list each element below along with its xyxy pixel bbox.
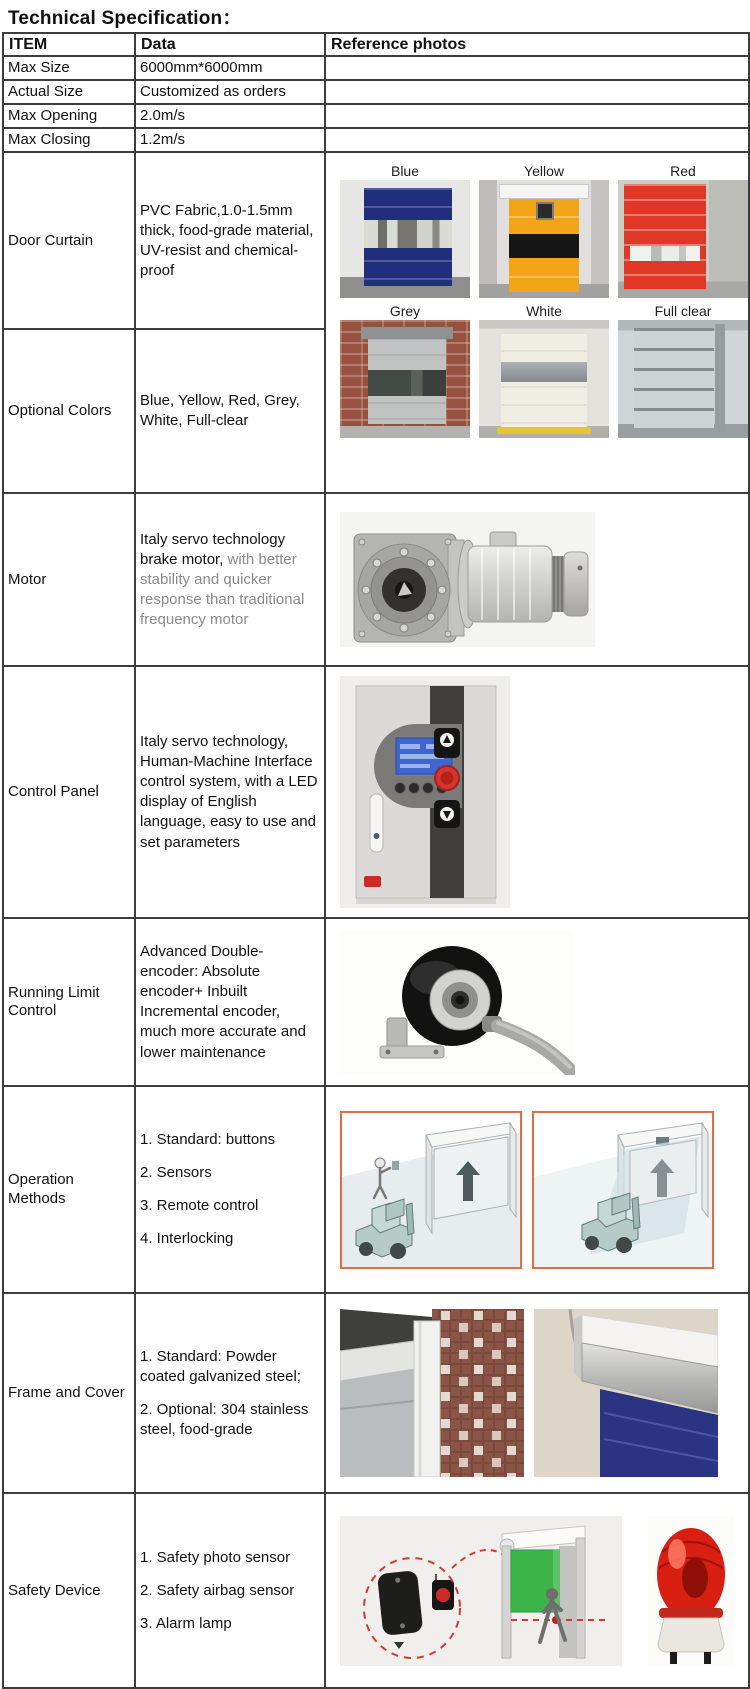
spec-table	[2, 32, 750, 1689]
max-closing-label: Max Closing	[3, 128, 135, 152]
servo-brake-motor-photo	[340, 512, 595, 647]
door-photo-image-grey	[340, 320, 470, 438]
safety-device-item: 3. Alarm lamp	[140, 1614, 232, 1632]
safety-device-label: Safety Device	[3, 1493, 135, 1688]
frame-and-cover-list	[140, 1347, 320, 1440]
safety-device-item: 1. Safety photo sensor	[140, 1548, 291, 1566]
header-row	[3, 33, 749, 56]
control-panel-value: Italy servo technology, Human-Machine Interface control system, with a LED display of English language, easy to use and set parameters	[135, 666, 325, 918]
max-size-label: Max Size	[3, 56, 135, 80]
operation-diagram-sensor	[532, 1111, 714, 1269]
frame-and-cover-photo-cell	[325, 1293, 749, 1493]
door-color-label-full-clear: Full clear	[654, 303, 712, 320]
door-photo-row-2	[330, 303, 744, 438]
max-size-photo-cell	[325, 56, 749, 80]
row-operation-methods	[3, 1086, 749, 1293]
door-operation-diagram-2	[534, 1113, 712, 1267]
door-color-label-white: White	[526, 303, 562, 320]
row-max-closing	[3, 128, 749, 152]
operation-methods-photo-cell	[325, 1086, 749, 1293]
control-panel-photo-cell	[325, 666, 749, 918]
frame-and-cover-item: 1. Standard: Powder coated galvanized steel;	[140, 1347, 301, 1385]
safety-sensor-diagram	[340, 1516, 622, 1666]
operation-method-item: 4. Interlocking	[140, 1230, 234, 1248]
max-opening-photo-cell	[325, 104, 749, 128]
motor-value	[135, 493, 325, 666]
door-photo-white	[479, 303, 609, 438]
door-curtain-value: PVC Fabric,1.0-1.5mm thick, food-grade material, UV-resist and chemical-proof	[135, 152, 325, 329]
operation-diagram-buttons	[340, 1111, 522, 1269]
door-window-graphic	[509, 234, 579, 258]
door-photo-image-full-clear	[618, 320, 748, 438]
control-panel-label: Control Panel	[3, 666, 135, 918]
double-encoder-photo	[340, 930, 575, 1075]
col-header-data: Data	[135, 33, 325, 56]
door-photo-image-yellow	[479, 180, 609, 298]
operation-methods-list	[140, 1130, 320, 1249]
door-photo-full-clear	[618, 303, 748, 438]
optional-colors-value: Blue, Yellow, Red, Grey, White, Full-clear	[135, 329, 325, 493]
max-size-value: 6000mm*6000mm	[135, 56, 325, 80]
row-door-curtain	[3, 152, 749, 329]
max-opening-label: Max Opening	[3, 104, 135, 128]
door-window-graphic	[501, 362, 587, 382]
door-photo-red	[618, 163, 748, 298]
operation-method-item: 1. Standard: buttons	[140, 1131, 276, 1149]
row-motor	[3, 493, 749, 666]
running-limit-control-label: Running Limit Control	[3, 918, 135, 1086]
motor-label: Motor	[3, 493, 135, 666]
safety-device-photo-cell	[325, 1493, 749, 1688]
row-control-panel	[3, 666, 749, 918]
door-color-photos-cell	[325, 152, 749, 493]
running-limit-control-value: Advanced Double-encoder: Absolute encoder+ Inbuilt Incremental encoder, much more accurate and lower maintenance	[135, 918, 325, 1086]
door-photo-row-1	[330, 163, 744, 298]
operation-method-item: 3. Remote control	[140, 1197, 259, 1215]
door-curtain-graphic	[634, 328, 714, 428]
page-title: Technical Specification：	[8, 8, 242, 29]
door-photo-grey	[340, 303, 470, 438]
frame-and-cover-label: Frame and Cover	[3, 1293, 135, 1493]
max-opening-value: 2.0m/s	[135, 104, 325, 128]
safety-device-value	[135, 1493, 325, 1688]
safety-device-list	[140, 1548, 320, 1634]
galvanized-frame-photo	[340, 1309, 524, 1477]
door-photo-image-white	[479, 320, 609, 438]
col-header-item: ITEM	[3, 33, 135, 56]
operation-methods-label: Operation Methods	[3, 1086, 135, 1293]
motor-value-main: Italy servo technology brake motor,	[140, 530, 286, 568]
door-photo-blue	[340, 163, 470, 298]
row-running-limit-control	[3, 918, 749, 1086]
operation-method-item: 2. Sensors	[140, 1164, 212, 1182]
door-window-graphic	[630, 246, 700, 261]
row-actual-size	[3, 80, 749, 104]
actual-size-label: Actual Size	[3, 80, 135, 104]
door-color-label-blue: Blue	[390, 163, 420, 180]
door-photo-image-blue	[340, 180, 470, 298]
door-window-graphic	[364, 220, 452, 248]
door-photo-yellow	[479, 163, 609, 298]
door-photo-image-red	[618, 180, 748, 298]
row-frame-and-cover	[3, 1293, 749, 1493]
door-color-label-red: Red	[670, 163, 696, 180]
stainless-steel-cover-photo	[534, 1309, 718, 1477]
row-max-size	[3, 56, 749, 80]
door-curtain-label: Door Curtain	[3, 152, 135, 329]
door-color-label-yellow: Yellow	[524, 163, 564, 180]
actual-size-value: Customized as orders	[135, 80, 325, 104]
frame-and-cover-value	[135, 1293, 325, 1493]
row-max-opening	[3, 104, 749, 128]
col-header-photos: Reference photos	[325, 33, 749, 56]
operation-methods-value	[135, 1086, 325, 1293]
control-panel-photo	[340, 676, 510, 908]
motor-value-secondary: with better stability and quicker response than traditional frequency motor	[140, 550, 305, 629]
optional-colors-label: Optional Colors	[3, 329, 135, 493]
max-closing-value: 1.2m/s	[135, 128, 325, 152]
frame-and-cover-item: 2. Optional: 304 stainless steel, food-grade	[140, 1400, 309, 1438]
running-limit-photo-cell	[325, 918, 749, 1086]
door-window-graphic	[368, 370, 446, 396]
door-operation-diagram-1	[342, 1113, 520, 1267]
actual-size-photo-cell	[325, 80, 749, 104]
row-safety-device	[3, 1493, 749, 1688]
motor-photo-cell	[325, 493, 749, 666]
safety-device-item: 2. Safety airbag sensor	[140, 1581, 295, 1599]
door-curtain-graphic	[624, 184, 706, 290]
alarm-lamp-photo	[648, 1516, 734, 1666]
max-closing-photo-cell	[325, 128, 749, 152]
door-color-label-grey: Grey	[389, 303, 421, 320]
